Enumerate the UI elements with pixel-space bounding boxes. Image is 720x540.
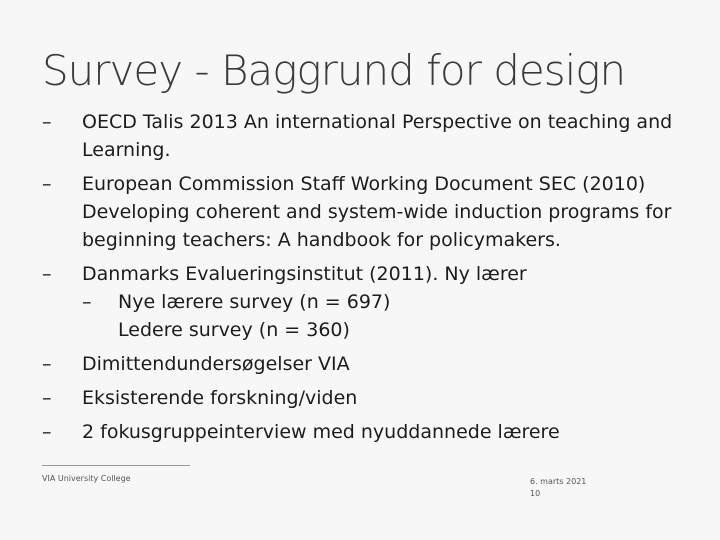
list-item bbox=[42, 384, 702, 412]
bullet-dash: – bbox=[42, 387, 52, 409]
list-item bbox=[42, 350, 702, 378]
bullet-text: Danmarks Evalueringsinstitut (2011). Ny lærer bbox=[82, 263, 527, 285]
bullet-text: 2 fokusgruppeinterview med nyuddannede lærere bbox=[82, 421, 560, 443]
sub-bullet-line: Ledere survey (n = 360) bbox=[118, 319, 350, 341]
page-number: 10 bbox=[530, 489, 541, 498]
bullet-text: Eksisterende forskning/viden bbox=[82, 387, 358, 409]
bullet-dash: – bbox=[42, 111, 52, 133]
list-item bbox=[42, 170, 702, 254]
sub-bullet-line: Nye lærere survey (n = 697) bbox=[118, 291, 391, 313]
sub-list-item bbox=[82, 288, 702, 344]
bullet-dash: – bbox=[42, 353, 52, 375]
slide-title: Survey - Baggrund for design bbox=[42, 46, 626, 95]
bullet-list bbox=[42, 108, 702, 452]
list-item bbox=[42, 260, 702, 344]
bullet-text: OECD Talis 2013 An international Perspective on teaching and Learning. bbox=[82, 111, 673, 161]
footer-org: VIA University College bbox=[42, 474, 131, 483]
list-item bbox=[42, 108, 702, 164]
bullet-text: European Commission Staff Working Document SEC (2010) Developing coherent and system-wide induction programs for beginning teachers: A handbook for policymakers. bbox=[82, 173, 672, 251]
list-item bbox=[42, 418, 702, 446]
bullet-dash: – bbox=[42, 263, 52, 285]
footer-meta bbox=[530, 476, 586, 500]
bullet-dash: – bbox=[42, 421, 52, 443]
footer-divider bbox=[42, 465, 190, 466]
sub-bullet-dash: – bbox=[82, 291, 92, 313]
bullet-text: Dimittendundersøgelser VIA bbox=[82, 353, 350, 375]
bullet-dash: – bbox=[42, 173, 52, 195]
footer-date: 6. marts 2021 bbox=[530, 477, 587, 486]
